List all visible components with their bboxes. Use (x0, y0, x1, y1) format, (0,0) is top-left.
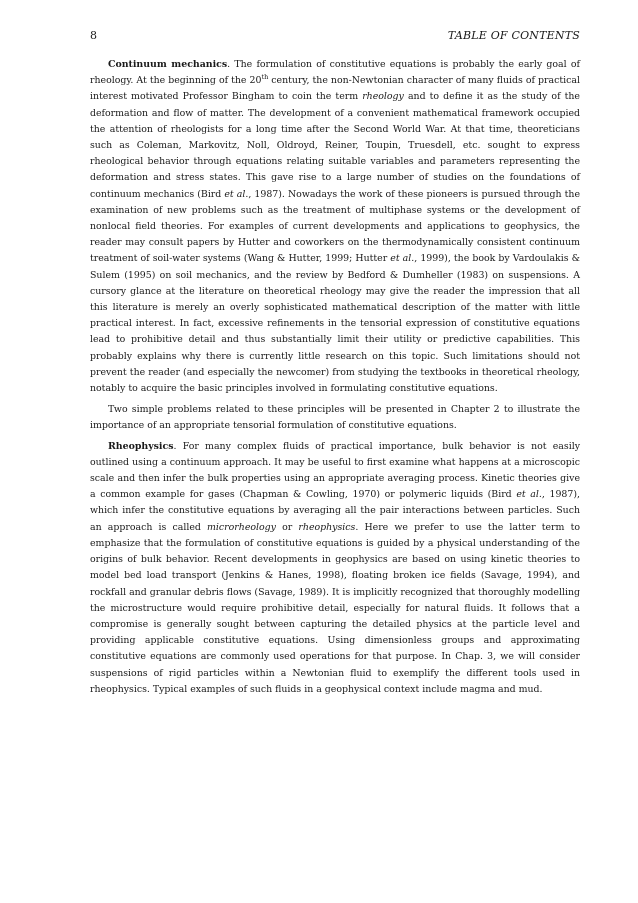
text-run: , 1987). Nowadays the work of these pioneers is pursued through the examination of new problems such as the treatment of multiphase systems or the development of nonlocal field theories. For examples of current developments and applications to geophysics, the reader may consult papers by Hutter and coworkers on the thermodynamically consistent continuum treatment of soil-water systems (Wang & Hutter, 1999; Hutter (90, 188, 580, 265)
text-run: . For many complex fluids of practical importance, bulk behavior is not easily outlined using a continuum approach. It may be useful to first examine what happens at a microscopic scale and then infer the bulk properties using an appropriate averaging process. Kinetic theories give a common example for gases (Chapman & Cowling, 1970) or polymeric liquids (Bird (90, 440, 580, 501)
text-run: . Here we prefer to use the latter term to emphasize that the formulation of constitutive equations is guided by a physical understanding of the origins of bulk behavior. Recent developments in geophysics are based on using kinetic theories to model bed load transport (Jenkins & Hanes, 1998), floating broken ice fields (Savage, 1994), and rockfall and granular debris flows (Savage, 1989). It is implicitly recognized that thoroughly modelling the microstructure would require prohibitive detail, especially for natural fluids. It follows that a compromise is generally sought between capturing the detailed physics at the particle level and providing applicable constitutive equations. Using dimensionless groups and approximating constitutive equations are commonly used operations for that purpose. In Chap. 3, we will consider suspensions of rigid particles within a Newtonian fluid to exemplify the different tools used in rheophysics. Typical examples of such fluids in a geophysical context include magma and mud. (90, 521, 581, 695)
page-header (90, 29, 580, 45)
text-run: . The formulation of constitutive equations is probably the early goal of rheology. At the beginning of the 20 (90, 59, 580, 87)
emphasis: et al. (516, 489, 542, 501)
section-term: Rheophysics (108, 440, 174, 452)
page-number: 8 (90, 29, 97, 42)
section-term: Continuum mechanics (108, 59, 228, 70)
body-text (90, 57, 580, 703)
running-title: TABLE OF CONTENTS (447, 29, 580, 42)
text-run: , 1987), which infer the constitutive equations by averaging all the pair interactions between particles. Such an approach is called (90, 489, 580, 533)
paragraph-two-problems: Two simple problems related to these principles will be presented in Chapter 2 to illustrate the importance of an appropriate tensorial formulation of constitutive equations. (90, 404, 580, 432)
text-run: and to define it as the study of the deformation and flow of matter. The development of a convenient mathematical framework occupied the attention of rheologists for a long time after the Second World War. At that time, theoreticians such as Coleman, Markovitz, Noll, Oldroyd, Reiner, Toupin, Truesdell, etc. sought to express rheological behavior through equations relating suitable variables and parameters representing the deformation and stress states. This gave rise to a large number of studies on the foundations of continuum mechanics (Bird (90, 91, 580, 200)
emphasis: rheophysics (298, 521, 356, 533)
emphasis: et al. (390, 253, 415, 265)
paragraph-rheophysics (90, 439, 580, 698)
emphasis: rheology (362, 91, 404, 103)
paragraph-continuum-mechanics (90, 57, 580, 397)
emphasis: et al. (224, 188, 249, 200)
emphasis: microrheology (207, 521, 276, 533)
text-run: , 1999), the book by Vardoulakis & Sulem (1995) on soil mechanics, and the review by Bedford & Dumheller (1983) on suspensions. A cursory glance at the literature on theoretical rheology may give the reader the impression that all this literature is merely an overly sophisticated mathematical description of the matter with little practical interest. In fact, excessive refinements in the tensorial expression of constitutive equations lead to prohibitive detail and thus substantially limit their utility or predictive capabilities. This probably explains why there is currently little research on this topic. Such limitations should not prevent the reader (and especially the newcomer) from studying the textbooks in theoretical rheology, notably to acquire the basic principles involved in formulating constitutive equations. (90, 253, 580, 395)
text-run: century, the non-Newtonian character of many fluids of practical interest motivated Professor Bingham to coin the term (90, 75, 580, 103)
text-run: or (275, 521, 299, 533)
superscript: th (261, 73, 269, 82)
